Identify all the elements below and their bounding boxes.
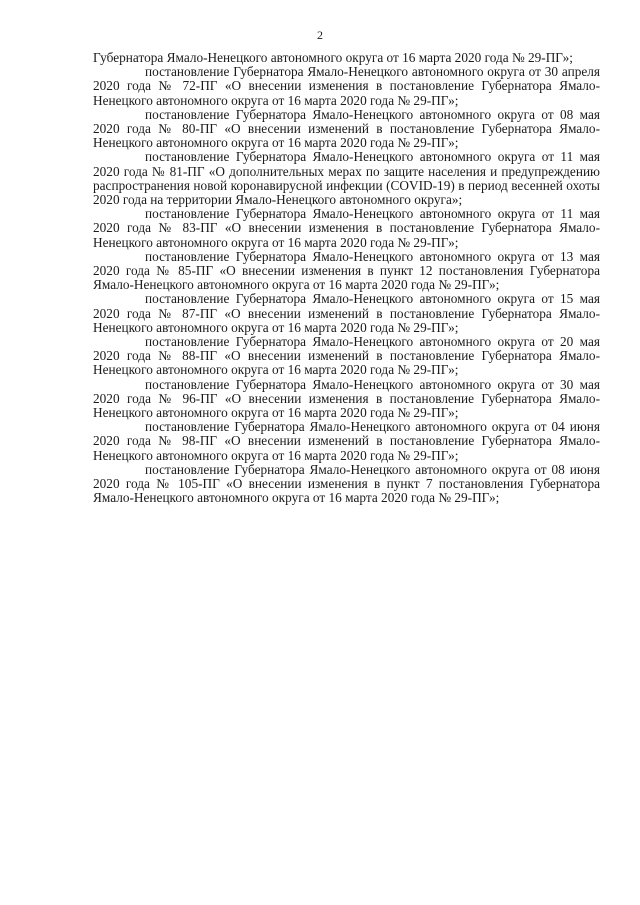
document-body <box>93 51 600 506</box>
paragraph-decree-105: постановление Губернатора Ямало-Ненецкого автономного округа от 08 июня 2020 года № 105-ПГ «О внесении изменения в пункт 7 постановления Губернатора Ямало-Ненецкого автономного округа от 16 марта 2020 года № 29-ПГ»; <box>93 461 600 506</box>
page-number: 2 <box>317 28 323 42</box>
paragraph-decree-83: постановление Губернатора Ямало-Ненецкого автономного округа от 11 мая 2020 года № 83-ПГ «О внесении изменения в постановление Губернатора Ямало-Ненецкого автономного округа от 16 марта 2020 года № 29-ПГ»; <box>93 206 600 250</box>
paragraph-decree-85: постановление Губернатора Ямало-Ненецкого автономного округа от 13 мая 2020 года № 85-ПГ «О внесении изменения в пункт 12 постановления Губернатора Ямало-Ненецкого автономного округа от 16 марта 2020 года № 29-ПГ»; <box>93 248 600 293</box>
paragraph-decree-96: постановление Губернатора Ямало-Ненецкого автономного округа от 30 мая 2020 года № 96-ПГ «О внесении изменения в постановление Губернатора Ямало-Ненецкого автономного округа от 16 марта 2020 года № 29-ПГ»; <box>93 376 600 421</box>
paragraph-decree-98: постановление Губернатора Ямало-Ненецкого автономного округа от 04 июня 2020 года № 98-ПГ «О внесении изменений в постановление Губернатора Ямало-Ненецкого автономного округа от 16 марта 2020 года № 29-ПГ»; <box>93 419 600 463</box>
paragraph-decree-87: постановление Губернатора Ямало-Ненецкого автономного округа от 15 мая 2020 года № 87-ПГ «О внесении изменений в постановление Губернатора Ямало-Ненецкого автономного округа от 16 марта 2020 года № 29-ПГ»; <box>93 291 600 335</box>
paragraph-continuation: Губернатора Ямало-Ненецкого автономного округа от 16 марта 2020 года № 29-ПГ»; <box>93 50 574 65</box>
paragraph-decree-88: постановление Губернатора Ямало-Ненецкого автономного округа от 20 мая 2020 года № 88-ПГ «О внесении изменений в постановление Губернатора Ямало-Ненецкого автономного округа от 16 марта 2020 года № 29-ПГ»; <box>93 334 600 378</box>
paragraph-decree-81: постановление Губернатора Ямало-Ненецкого автономного округа от 11 мая 2020 года № 81-ПГ «О дополнительных мерах по защите населения и предупреждению распространения новой коронавирусной инфекции (COVID-19) в период весенней охоты 2020 года на территории Ямало-Ненецкого автономного округа»; <box>93 149 600 208</box>
paragraph-decree-72: постановление Губернатора Ямало-Ненецкого автономного округа от 30 апреля 2020 года № 72-ПГ «О внесении изменения в постановление Губернатора Ямало-Ненецкого автономного округа от 16 марта 2020 года № 29-ПГ»; <box>93 64 600 108</box>
paragraph-decree-80: постановление Губернатора Ямало-Ненецкого автономного округа от 08 мая 2020 года № 80-ПГ «О внесении изменений в постановление Губернатора Ямало-Ненецкого автономного округа от 16 марта 2020 года № 29-ПГ»; <box>93 106 600 151</box>
